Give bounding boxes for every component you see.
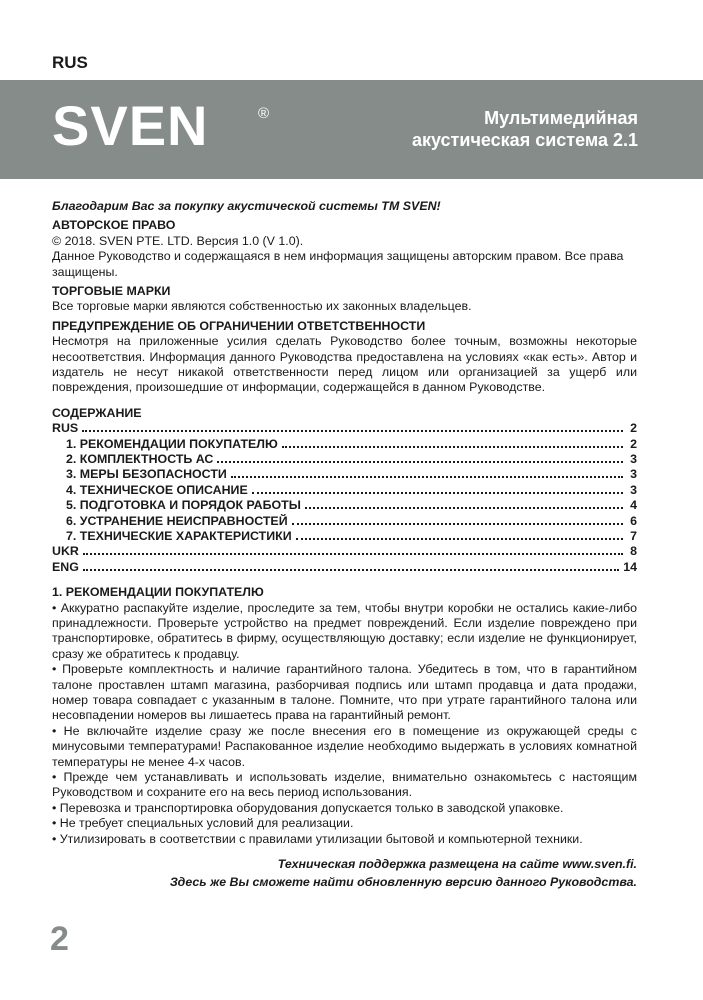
toc-label: RUS	[52, 421, 79, 436]
product-title	[412, 107, 638, 151]
support-line1: Техническая поддержка размещена на сайте www.sven.fi.	[277, 857, 637, 872]
toc-label: UKR	[52, 544, 79, 559]
recommendations-title: 1. РЕКОМЕНДАЦИИ ПОКУПАТЕЛЮ	[52, 585, 264, 600]
trademarks-text: Все торговые марки являются собственностью их законных владельцев.	[52, 299, 472, 314]
toc-leader	[282, 446, 623, 448]
toc-page: 3	[630, 452, 637, 467]
toc-leader	[305, 507, 623, 509]
toc-row[interactable]	[52, 529, 637, 544]
toc-row[interactable]	[52, 514, 637, 529]
trademarks-title: ТОРГОВЫЕ МАРКИ	[52, 284, 171, 299]
document-body	[52, 199, 637, 891]
toc-leader	[83, 553, 623, 555]
toc-leader	[217, 461, 623, 463]
toc-label: 5. ПОДГОТОВКА И ПОРЯДОК РАБОТЫ	[66, 498, 301, 513]
toc-label: 2. КОМПЛЕКТНОСТЬ АС	[66, 452, 214, 467]
language-label: RUS	[52, 53, 88, 72]
toc-leader	[83, 569, 619, 571]
disclaimer-text: Несмотря на приложенные усилия сделать Руководство более точным, возможны некоторые несоответствия. Информация данного Руководства предоставлена на условиях «как есть». Автор и издатель не несут никакой ответственности перед лицом или организацией за ущерб или повреждения, произошедшие от информации, содержащейся в данном Руководстве.	[52, 334, 637, 395]
toc-leader	[292, 523, 623, 525]
toc-label: 7. ТЕХНИЧЕСКИЕ ХАРАКТЕРИСТИКИ	[66, 529, 292, 544]
recommendation-item: • Перевозка и транспортировка оборудования допускается только в заводской упаковке.	[52, 800, 564, 815]
toc-page: 14	[623, 559, 637, 574]
recommendation-item: • Аккуратно распакуйте изделие, проследите за тем, чтобы внутри коробки не остались какие-либо принадлежности. Проверьте устройство на предмет повреждений. Если изделие повреждено при транспортировке, обратитесь в фирму, осуществляющую доставку; если изделие не функционирует, сразу же обратитесь к продавцу.	[52, 600, 637, 661]
toc-label: 4. ТЕХНИЧЕСКОЕ ОПИСАНИЕ	[66, 482, 248, 497]
toc-page: 8	[630, 544, 637, 559]
copyright-line2: Данное Руководство и содержащаяся в нем информация защищены авторским правом. Все права защищены.	[52, 249, 624, 279]
toc-label: ENG	[52, 559, 79, 574]
toc-leader	[296, 538, 623, 540]
toc-row[interactable]	[52, 498, 637, 513]
toc-title: СОДЕРЖАНИЕ	[52, 405, 142, 420]
toc-row[interactable]	[52, 421, 637, 436]
recommendation-item: • Проверьте комплектность и наличие гарантийного талона. Убедитесь в том, что в гарантийном талоне проставлен штамп магазина, разборчивая подпись или штамп продавца и дата продажи, номер товара совпадает с указанным в талоне. Помните, что при утрате гарантийного талона или несовпадении номеров вы лишаетесь права на гарантийный ремонт.	[52, 662, 637, 723]
toc-row[interactable]	[52, 452, 637, 467]
support-note	[52, 855, 637, 891]
toc-leader	[231, 476, 623, 478]
toc-row[interactable]	[52, 437, 637, 452]
toc-row[interactable]	[52, 483, 637, 498]
toc-leader	[82, 430, 623, 432]
table-of-contents	[52, 421, 637, 575]
toc-page: 2	[630, 436, 637, 451]
toc-label: 3. МЕРЫ БЕЗОПАСНОСТИ	[66, 467, 227, 482]
toc-row[interactable]	[52, 544, 637, 559]
registered-mark: ®	[258, 105, 270, 122]
toc-page: 4	[630, 498, 637, 513]
support-line2: Здесь же Вы сможете найти обновленную версию данного Руководства.	[169, 875, 637, 890]
copyright-line1: © 2018. SVEN PTE. LTD. Версия 1.0 (V 1.0).	[52, 233, 304, 248]
page-number: 2	[50, 920, 69, 958]
toc-page: 7	[630, 529, 637, 544]
disclaimer-title: ПРЕДУПРЕЖДЕНИЕ ОБ ОГРАНИЧЕНИИ ОТВЕТСТВЕННОСТИ	[52, 318, 426, 333]
toc-row[interactable]	[52, 467, 637, 482]
toc-page: 3	[630, 467, 637, 482]
sven-logo: SVEN	[52, 94, 209, 157]
recommendation-item: • Не требует специальных условий для реализации.	[52, 816, 354, 831]
toc-page: 3	[630, 482, 637, 497]
recommendation-item: • Утилизировать в соответствии с правилами утилизации бытовой и компьютерной техники.	[52, 831, 583, 846]
toc-row[interactable]	[52, 560, 637, 575]
toc-label: 1. РЕКОМЕНДАЦИИ ПОКУПАТЕЛЮ	[66, 436, 278, 451]
toc-label: 6. УСТРАНЕНИЕ НЕИСПРАВНОСТЕЙ	[66, 513, 288, 528]
product-title-line1: Мультимедийная	[484, 108, 638, 128]
toc-page: 6	[630, 513, 637, 528]
recommendation-item: • Не включайте изделие сразу же после внесения его в помещение из окружающей среды с минусовыми температурами! Распакованное изделие необходимо выдержать в условиях комнатной температуры не менее 4-х часов.	[52, 723, 637, 769]
recommendation-item: • Прежде чем устанавливать и использовать изделие, внимательно ознакомьтесь с настоящим Руководством и сохраните его на весь период использования.	[52, 770, 637, 800]
thanks-message: Благодарим Вас за покупку акустической системы ТМ SVEN!	[52, 199, 441, 213]
product-title-line2: акустическая система 2.1	[411, 130, 638, 150]
toc-leader	[252, 492, 623, 494]
copyright-title: АВТОРСКОЕ ПРАВО	[52, 218, 176, 233]
toc-page: 2	[630, 421, 637, 436]
